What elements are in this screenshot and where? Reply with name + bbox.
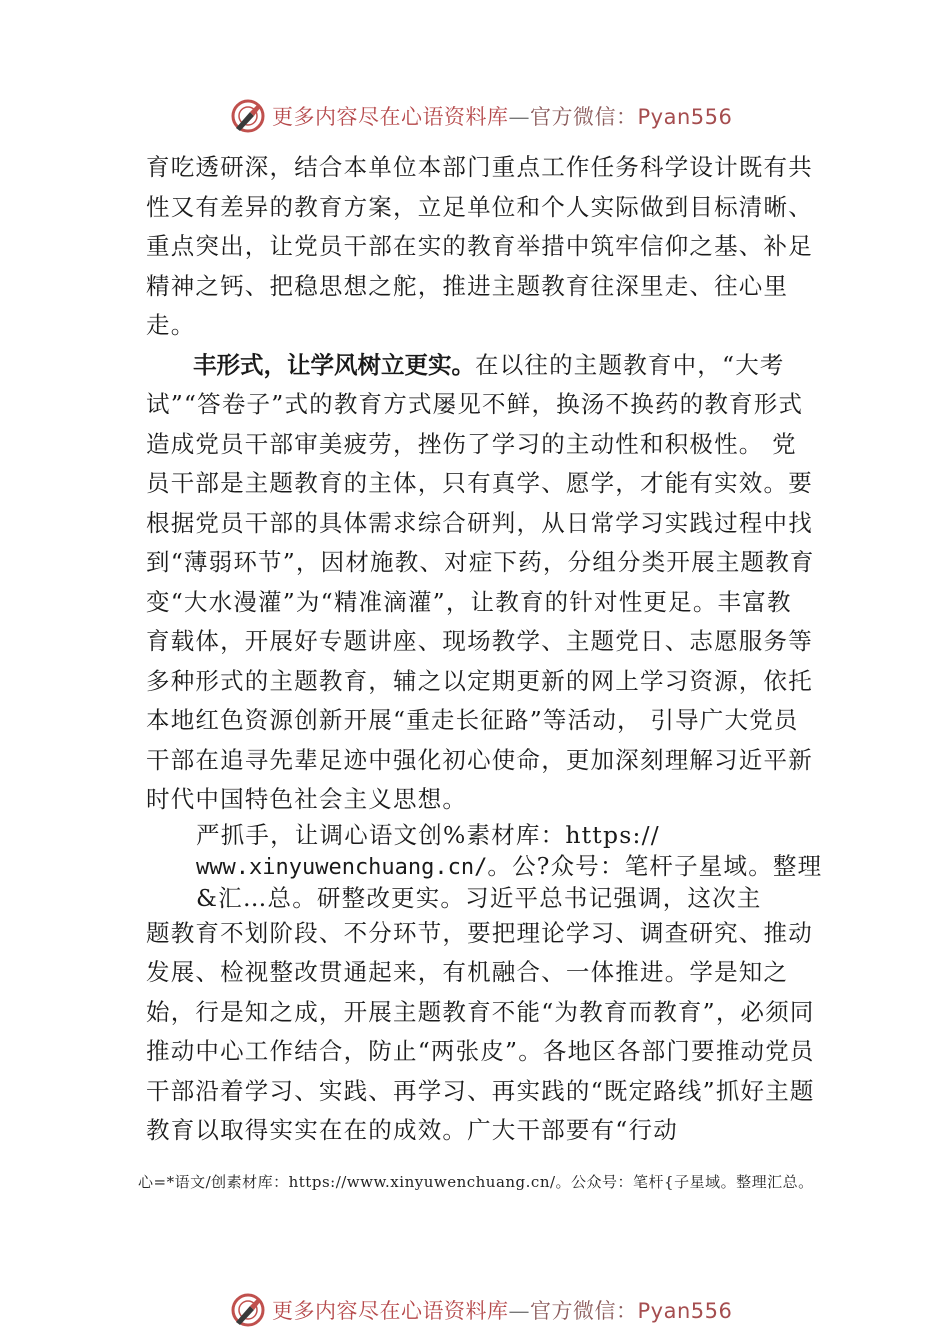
paragraph-3-watermark-block bbox=[146, 820, 826, 914]
wm-line-c: 。公?众号：笔杆子星域。整理&汇…总。研整改更实。习近平总书记强调，这次主 bbox=[196, 851, 823, 912]
banner-text bbox=[272, 1295, 732, 1325]
banner-wechat-id: Pyan556 bbox=[637, 105, 733, 129]
banner-wechat-label: 官方微信： bbox=[530, 1299, 638, 1323]
banner-wechat-label: 官方微信： bbox=[530, 105, 638, 129]
document-body bbox=[146, 148, 823, 1151]
paragraph-2-heading: 丰形式，让学风树立更实。 bbox=[193, 350, 475, 379]
banner-separator: — bbox=[508, 105, 530, 129]
header-banner bbox=[230, 96, 750, 136]
seal-logo-icon bbox=[230, 98, 266, 134]
banner-text bbox=[272, 101, 732, 131]
wm-line-a: 严抓手，让调心语文创%素材库：https:// bbox=[196, 820, 660, 849]
paragraph-2-body: 在以往的主题教育中，“大考试”“答卷子”式的教育方式屡见不鲜，换汤不换药的教育形式造成党员干部审美疲劳，挫伤了学习的主动性和积极性。 党员干部是主题教育的主体，只有真学、愿学，才能有实效。要根据党员干部的具体需求综合研判，从日常学习实践过程中找到“薄弱环节”，因材施教、对症下药，分组分类开展主题教育变“大水漫灌”为“精准滴灌”，让教育的针对性更足。丰富教育载体，开展好专题讲座、现场教学、主题党日、志愿服务等多种形式的主题教育，辅之以定期更新的网上学习资源，依托本地红色资源创新开展“重走长征路”等活动， 引导广大党员干部在追寻先辈足迹中强化初心使命，更加深刻理解习近平新时代中国特色社会主义思想。 bbox=[146, 350, 815, 813]
paragraph-2 bbox=[146, 346, 816, 820]
banner-main: 更多内容尽在心语资料库 bbox=[272, 1299, 509, 1323]
paragraph-1: 育吃透研深，结合本单位本部门重点工作任务科学设计既有共性又有差异的教育方案，立足单位和个人实际做到目标清晰、重点突出，让党员干部在实的教育举措中筑牢信仰之基、补足精神之钙、把稳思想之舵，推进主题教育往深里走、往心里走。 bbox=[146, 153, 813, 339]
banner-main: 更多内容尽在心语资料库 bbox=[272, 105, 509, 129]
seal-logo-icon bbox=[230, 1292, 266, 1328]
paragraph-3-body: 题教育不划阶段、不分环节，要把理论学习、调查研究、推动发展、检视整改贯通起来，有机融合、一体推进。学是知之始，行是知之成，开展主题教育不能“为教育而教育”，必须同推动中心工作结合，防止“两张皮”。各地区各部门要推动党员干部沿着学习、实践、再学习、再实践的“既定路线”抓好主题教育以取得实实在在的成效。广大干部要有“行动 bbox=[146, 918, 815, 1144]
footer-banner bbox=[230, 1290, 750, 1330]
footer-source-note: 心=*语文/创素材库：https://www.xinyuwenchuang.cn/。公众号：笔杆{子星域。整理汇总。 bbox=[138, 1173, 814, 1191]
wm-url: www.xinyuwenchuang.cn/ bbox=[196, 854, 488, 880]
banner-separator: — bbox=[508, 1299, 530, 1323]
banner-wechat-id: Pyan556 bbox=[637, 1299, 733, 1323]
